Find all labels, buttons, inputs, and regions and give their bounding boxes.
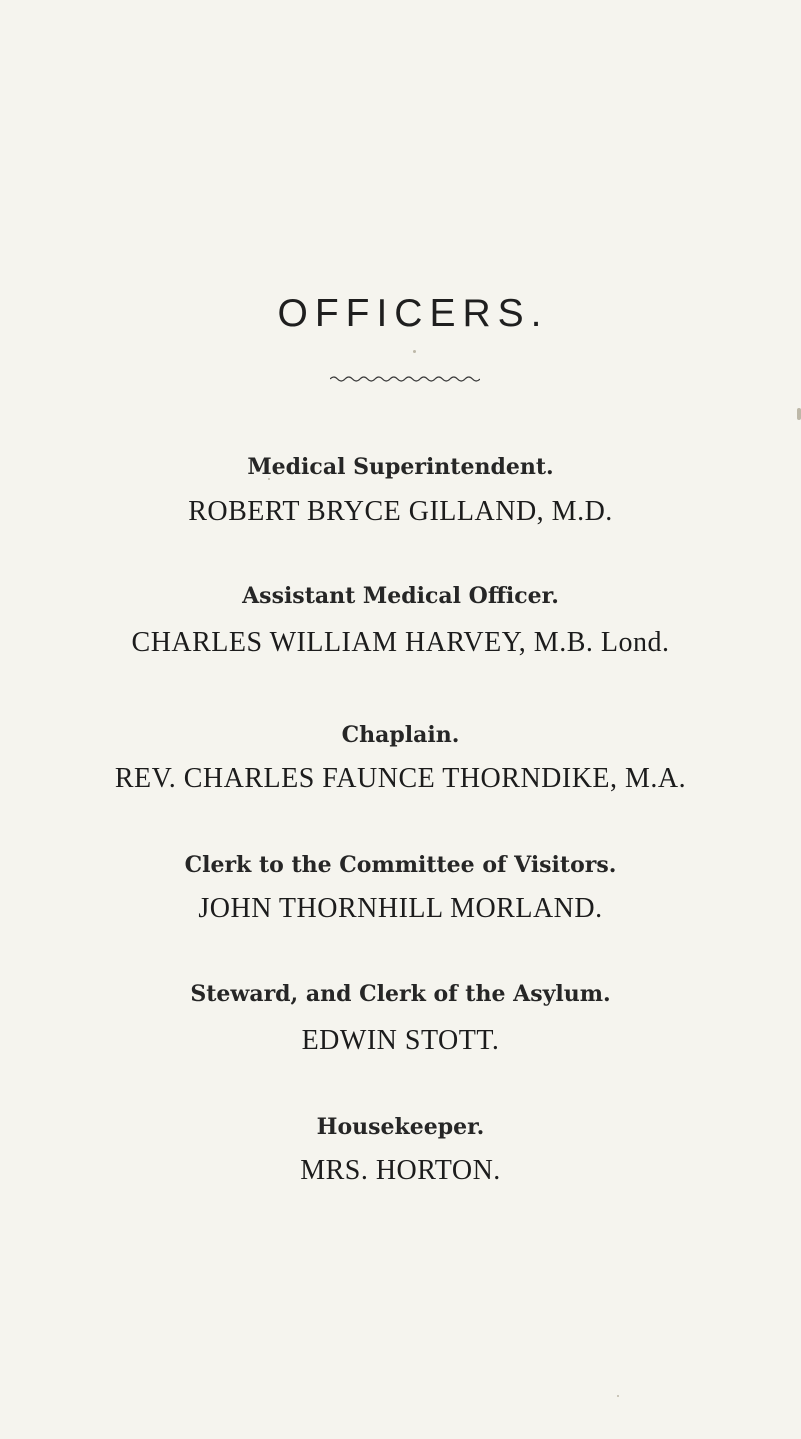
- officer-role-medical-superintendent: Medical Superintendent.: [247, 454, 554, 480]
- officer-role-assistant-medical-officer: Assistant Medical Officer.: [242, 583, 559, 609]
- officer-name-assistant-medical-officer: CHARLES WILLIAM HARVEY, M.B. Lond.: [131, 627, 670, 658]
- officer-role-housekeeper: Housekeeper.: [316, 1114, 485, 1140]
- page-title: OFFICERS.: [277, 292, 549, 335]
- officer-name-housekeeper: MRS. HORTON.: [300, 1155, 501, 1186]
- wavy-rule-ornament: [330, 374, 480, 384]
- officer-role-clerk-to-committee: Clerk to the Committee of Visitors.: [184, 852, 617, 878]
- officer-name-chaplain: REV. CHARLES FAUNCE THORNDIKE, M.A.: [114, 763, 687, 794]
- officer-name-clerk-to-committee: JOHN THORNHILL MORLAND.: [198, 893, 603, 924]
- officer-name-medical-superintendent: ROBERT BRYCE GILLAND, M.D.: [188, 496, 613, 527]
- paper-speck: [617, 1395, 619, 1397]
- paper-speck: [413, 350, 416, 353]
- officer-role-chaplain: Chaplain.: [341, 722, 460, 748]
- officer-name-steward-and-clerk: EDWIN STOTT.: [301, 1025, 500, 1056]
- paper-speck: [797, 408, 801, 420]
- officer-role-steward-and-clerk: Steward, and Clerk of the Asylum.: [190, 981, 611, 1007]
